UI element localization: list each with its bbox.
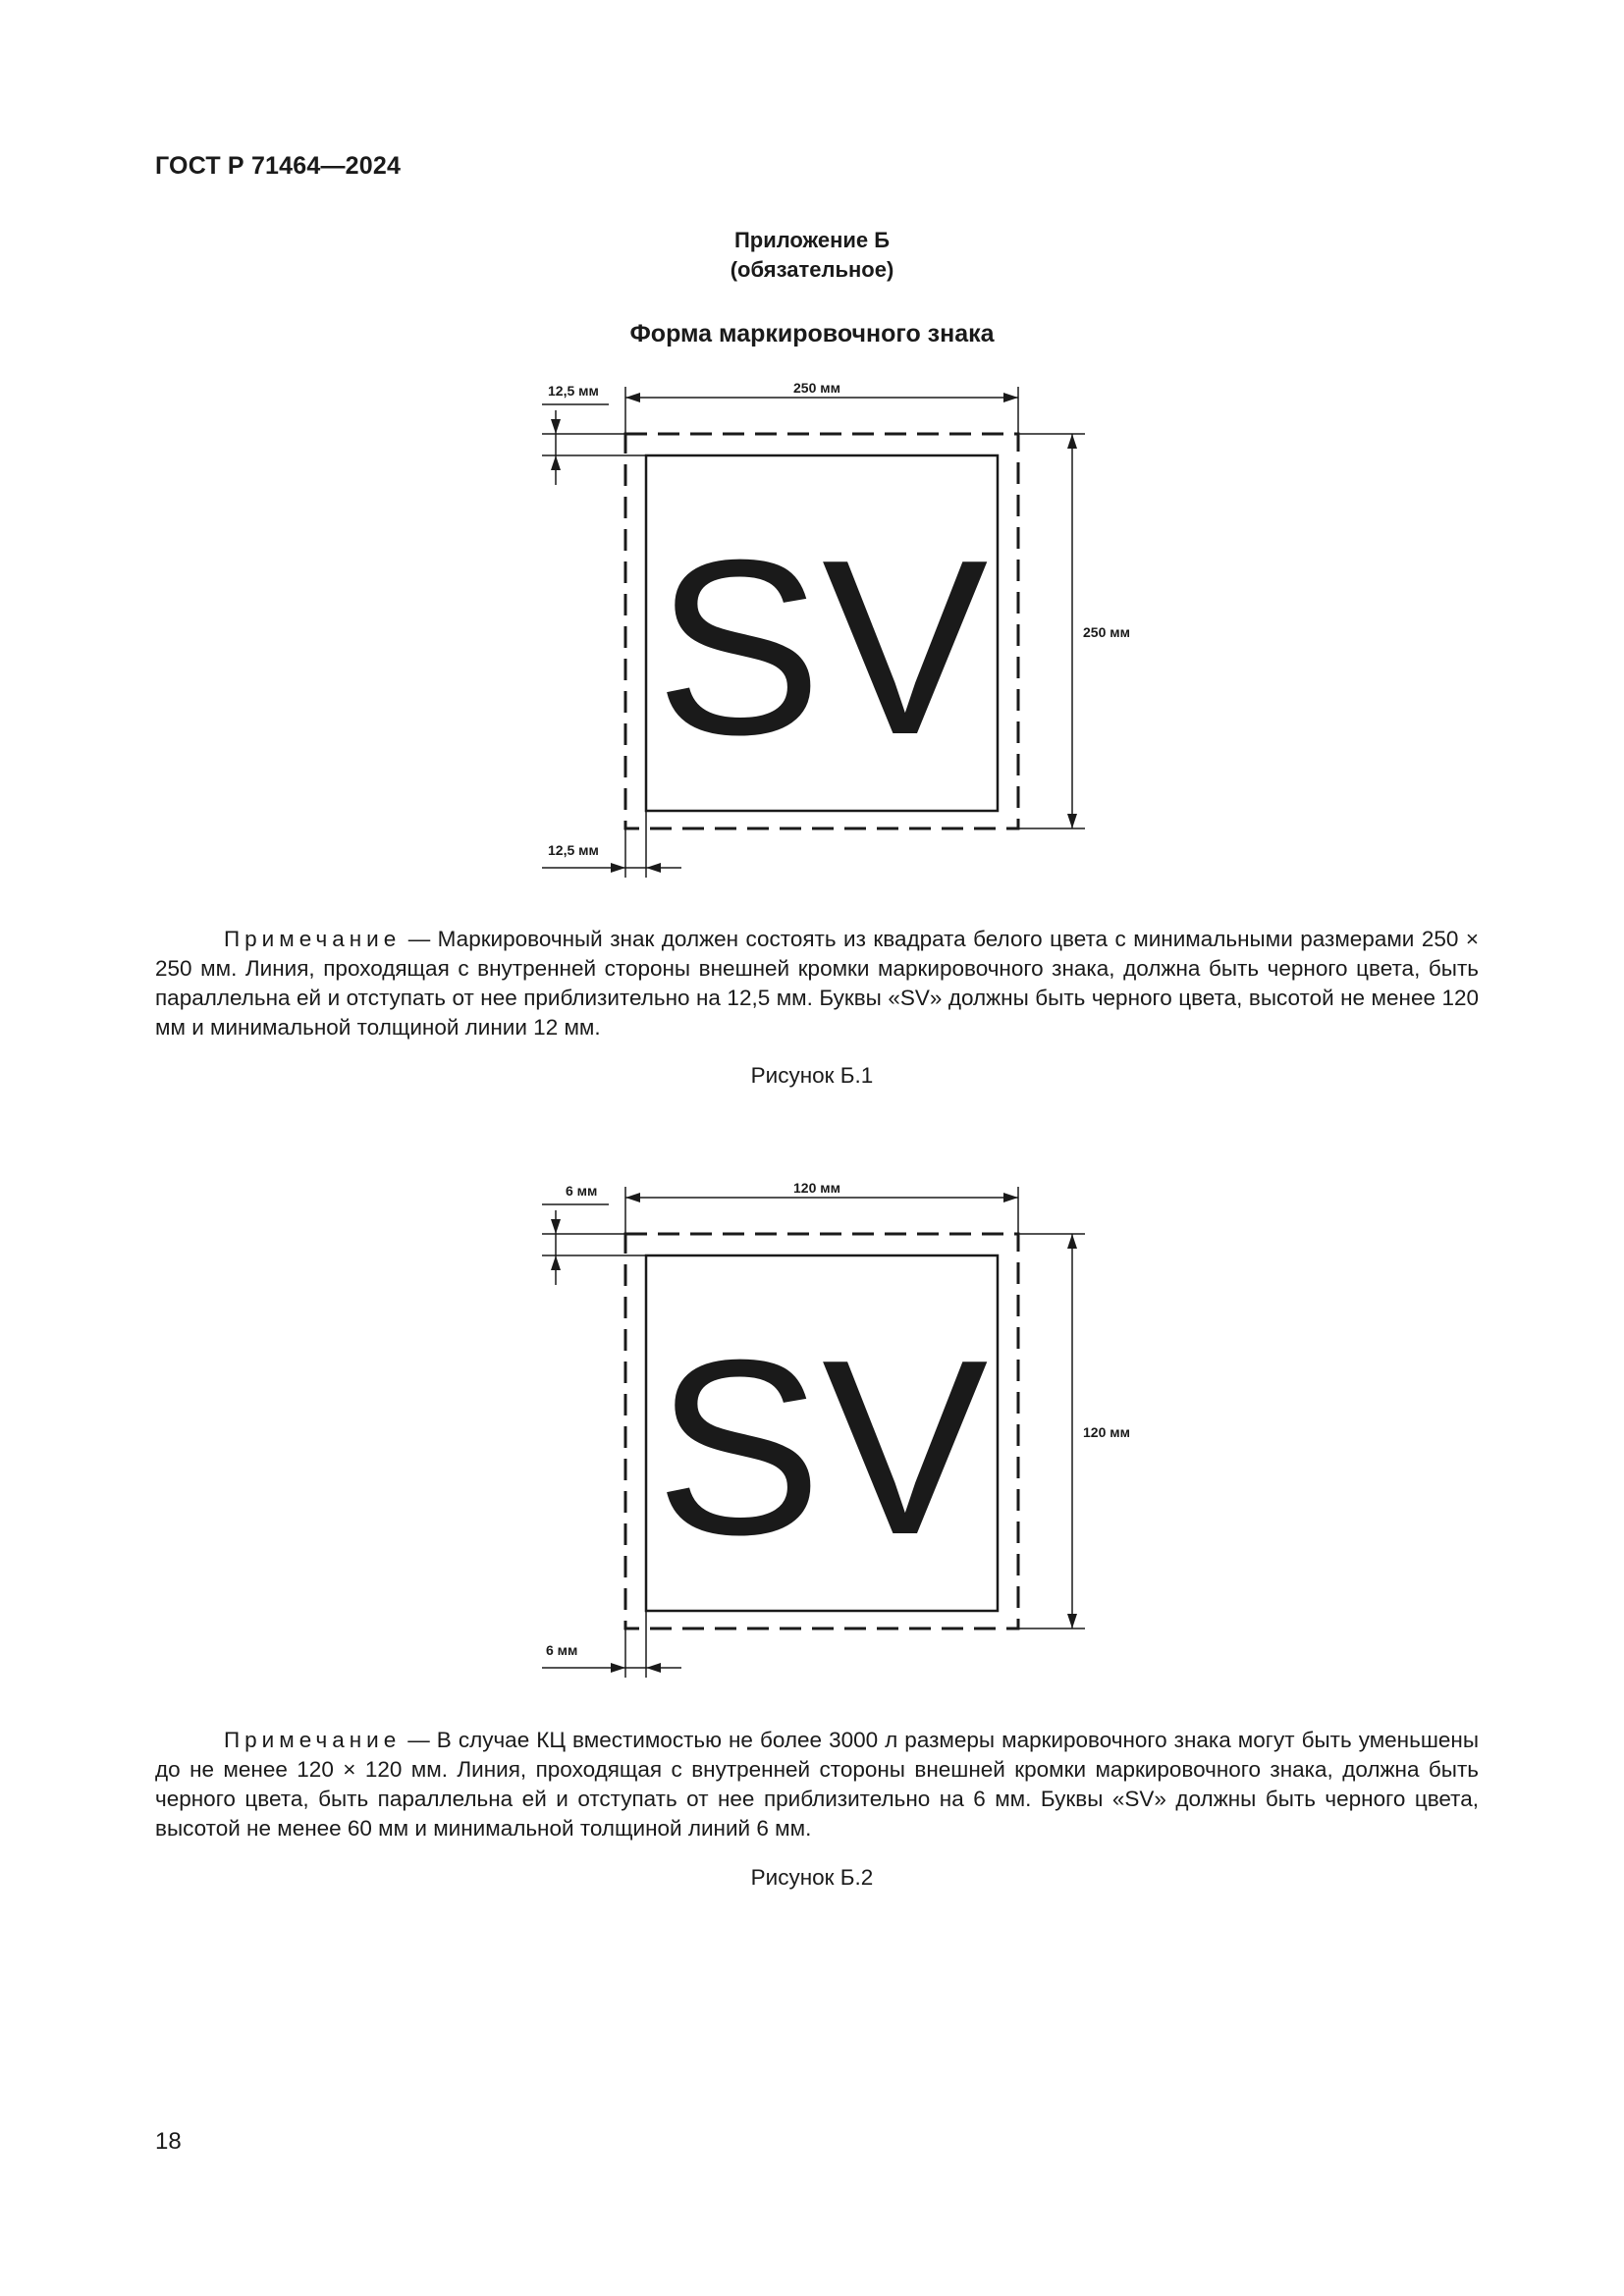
bottom-offset-label: 6 мм (546, 1642, 578, 1658)
page-number: 18 (155, 2128, 182, 2155)
figure-caption-1: Рисунок Б.1 (750, 1063, 874, 1088)
sign-letters: SV (655, 507, 989, 786)
appendix-status: (обязательное) (730, 257, 894, 282)
width-dimension-label: 120 мм (793, 1180, 840, 1196)
figure-note-1 (155, 925, 1479, 1042)
marking-sign-figure-1 (530, 373, 1130, 883)
document-code: ГОСТ Р 71464—2024 (155, 152, 402, 180)
note-label: Примечание (224, 1728, 402, 1752)
appendix-title: Приложение Б (733, 228, 891, 252)
sign-letters: SV (655, 1308, 989, 1586)
note-label: Примечание (224, 927, 402, 951)
top-offset-label: 12,5 мм (548, 383, 599, 399)
figure-caption-2: Рисунок Б.2 (750, 1865, 874, 1890)
note-text: — В случае КЦ вместимостью не более 3000 л размеры маркировочного знака могут быть уменьшены до не менее 120 × 120 мм. Линия, проходящая с внутренней стороны внешней кромки маркировочного знака, должна быть черного цвета, быть параллельна ей и отступать от нее приблизительно на 6 мм. Буквы «SV» должны быть черного цвета, высотой не менее 60 мм и минимальной толщиной линий 6 мм. (155, 1728, 1479, 1841)
figure-note-2 (155, 1726, 1479, 1843)
height-dimension-label: 250 мм (1083, 624, 1130, 640)
note-text: — Маркировочный знак должен состоять из квадрата белого цвета с минимальными размерами 250 × 250 мм. Линия, проходящая с внутренней стороны внешней кромки маркировочного знака, должна быть черного цвета, быть параллельна ей и отступать от нее приблизительно на 12,5 мм. Буквы «SV» должны быть черного цвета, высотой не менее 120 мм и минимальной толщиной линии 12 мм. (155, 927, 1479, 1040)
section-title: Форма маркировочного знака (629, 320, 995, 347)
bottom-offset-label: 12,5 мм (548, 842, 599, 858)
height-dimension-label: 120 мм (1083, 1424, 1130, 1440)
width-dimension-label: 250 мм (793, 380, 840, 396)
top-offset-label: 6 мм (566, 1183, 598, 1199)
marking-sign-figure-2 (530, 1173, 1130, 1683)
